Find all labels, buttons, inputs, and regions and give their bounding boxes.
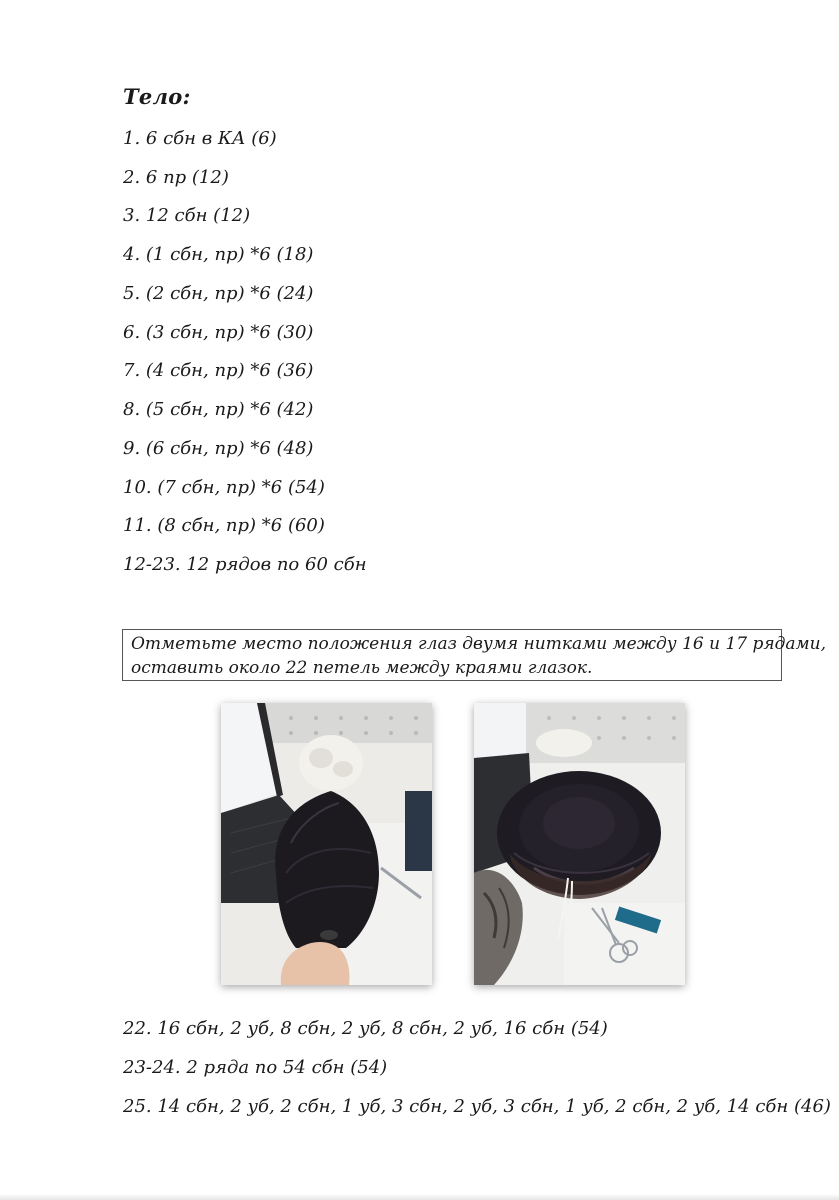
pattern-row-9: 9. (6 сбн, пр) *6 (48) <box>123 438 314 459</box>
eye-placement-note <box>122 629 826 681</box>
pattern-row-3: 3. 12 сбн (12) <box>123 205 251 226</box>
pattern-row-1: 1. 6 сбн в КА (6) <box>123 128 277 149</box>
pattern-row-4: 4. (1 сбн, пр) *6 (18) <box>123 244 314 265</box>
pattern-row-2: 2. 6 пр (12) <box>123 167 229 188</box>
pattern-row-11: 11. (8 сбн, пр) *6 (60) <box>123 515 325 536</box>
pattern-row-25: 25. 14 сбн, 2 уб, 2 сбн, 1 уб, 3 сбн, 2 уб, 3 сбн, 1 уб, 2 сбн, 2 уб, 14 сбн (46) <box>123 1096 831 1117</box>
note-line-2: оставить около 22 петель между краями глазок. <box>131 658 593 678</box>
photo-body-top <box>474 703 685 985</box>
page-edge-shadow <box>0 1194 839 1200</box>
pattern-row-5: 5. (2 сбн, пр) *6 (24) <box>123 283 314 304</box>
note-line-1: Отметьте место положения глаз двумя нитками между 16 и 17 рядами, <box>131 634 826 654</box>
section-title: Тело: <box>123 84 191 109</box>
pattern-row-6: 6. (3 сбн, пр) *6 (30) <box>123 322 314 343</box>
pattern-row-23-24: 23-24. 2 ряда по 54 сбн (54) <box>123 1057 388 1078</box>
pattern-row-12-23: 12-23. 12 рядов по 60 сбн <box>123 554 367 575</box>
pattern-row-7: 7. (4 сбн, пр) *6 (36) <box>123 360 314 381</box>
pattern-row-22: 22. 16 сбн, 2 уб, 8 сбн, 2 уб, 8 сбн, 2 уб, 16 сбн (54) <box>123 1018 608 1039</box>
photo-body-side <box>221 703 432 985</box>
pattern-row-10: 10. (7 сбн, пр) *6 (54) <box>123 477 325 498</box>
pattern-row-8: 8. (5 сбн, пр) *6 (42) <box>123 399 314 420</box>
